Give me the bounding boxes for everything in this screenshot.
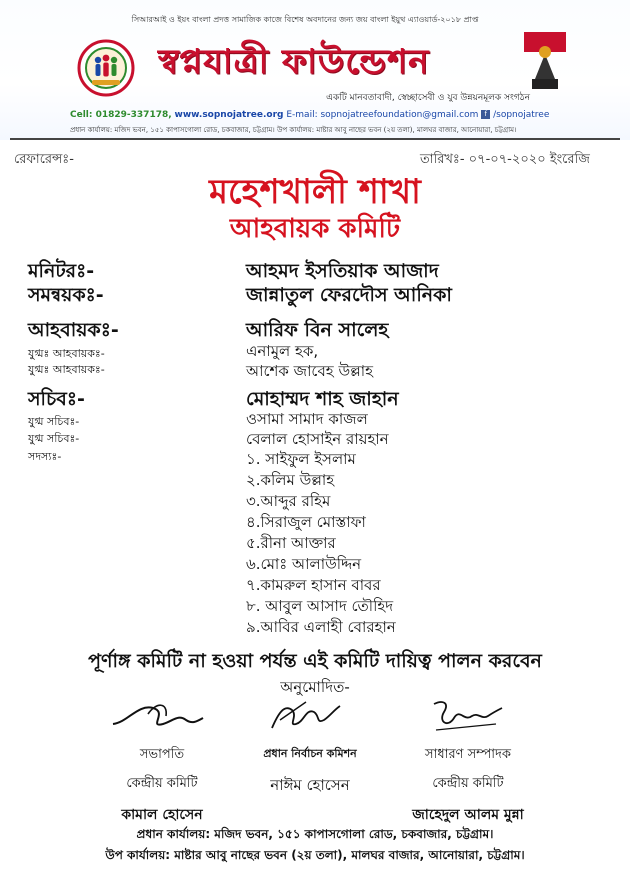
joint-convener-name: আশেক জাবেহ উল্লাহ <box>246 362 374 380</box>
signatory-name: কামাল হোসেন <box>121 807 203 823</box>
coordinator-name: জান্নাতুল ফেরদৌস আনিকা <box>246 284 452 306</box>
footer-head-office: প্রধান কার্যালয়: মজিদ ভবন, ১৫১ কাপাসগোলা রোড, চকবাজার, চট্টগ্রাম। <box>136 827 494 841</box>
joint-convener-label: যুগ্মঃ আহবায়কঃ- <box>28 347 105 360</box>
secretary-name: মোহাম্মদ শাহ জাহান <box>246 388 399 410</box>
facebook-handle[interactable]: /sopnojatree <box>493 110 550 120</box>
award-line: সিআরআই ও ইয়ং বাংলা প্রদত্ত সামাজিক কাজে বিশেষ অবদানের জন্য জয় বাংলা ইয়ুথ এ্যাওয়ার্ড-২০১৮ প্রাপ্ত <box>131 15 479 24</box>
signatory-name: নাঈম হোসেন <box>270 776 350 794</box>
joint-secretary-name: ওসামা সামাদ কাজল <box>246 410 368 428</box>
signature-president <box>108 694 208 736</box>
convener-name: আরিফ বিন সালেহ <box>246 319 389 341</box>
list-item: ৬.মোঃ আলাউদ্দিন <box>246 555 362 573</box>
list-item: ৮. আবুল আসাদ তৌহিদ <box>246 597 394 615</box>
joint-convener-label: যুগ্মঃ আহবায়কঃ- <box>28 363 105 376</box>
members-label: সদস্যঃ- <box>28 450 62 463</box>
approved-label: অনুমোদিত- <box>280 678 350 696</box>
signatory-unit: কেন্দ্রীয় কমিটি <box>126 776 198 791</box>
committee-title: আহবায়ক কমিটি <box>229 214 401 244</box>
facebook-icon: f <box>481 110 490 119</box>
foundation-logo <box>76 38 136 98</box>
signature-general-secretary <box>426 694 506 736</box>
signature-election-commission <box>266 694 346 736</box>
signatory-unit: কেন্দ্রীয় কমিটি <box>432 776 504 791</box>
convener-label: আহবায়কঃ- <box>28 319 119 341</box>
organization-name: স্বপ্নযাত্রী ফাউন্ডেশন <box>158 42 430 82</box>
letterhead-address: প্রধান কার্যালয়: মজিদ ভবন, ১৫১ কাপাসগোলা রোড, চকবাজার, চট্টগ্রাম। উপ কার্যালয়: মাষ্টার আবু নাছের ভবন (২য় তলা), মালঘর বাজার, আনোয়ারা, চট্টগ্রাম। <box>70 126 517 134</box>
committee-note: পূর্ণাঙ্গ কমিটি না হওয়া পর্যন্ত এই কমিটি দায়িত্ব পালন করবেন <box>88 650 542 672</box>
phone-number: Cell: 01829-337178, <box>70 110 172 120</box>
letterhead <box>0 0 630 140</box>
list-item: ২.কলিম উল্লাহ <box>246 471 335 489</box>
secretary-label: সচিবঃ- <box>28 388 85 410</box>
signatory-title: প্রধান নির্বাচন কমিশন <box>263 747 357 760</box>
footer-sub-office: উপ কার্যালয়: মাষ্টার আবু নাছের ভবন (২য় তলা), মালঘর বাজার, আনোয়ারা, চট্টগ্রাম। <box>105 848 525 862</box>
header-divider <box>10 138 620 140</box>
joint-secretary-label: যুগ্ম সচিবঃ- <box>28 432 80 445</box>
list-item: ৭.কামরুল হাসান বাবর <box>246 576 381 594</box>
list-item: ৪.সিরাজুল মোস্তাফা <box>246 513 366 531</box>
monitor-name: আহমদ ইসতিয়াক আজাদ <box>246 260 439 282</box>
monitor-label: মনিটরঃ- <box>28 260 95 282</box>
joint-secretary-label: যুগ্ম সচিবঃ- <box>28 415 80 428</box>
list-item: ১. সাইফুল ইসলাম <box>246 450 356 468</box>
member-list <box>246 449 396 638</box>
tagline: একটি মানবতাবাদী, স্বেচ্ছাসেবী ও যুব উন্নয়নমূলক সংগঠন <box>326 93 530 103</box>
award-trophy-icon <box>520 24 570 94</box>
signatory-name: জাহেদুল আলম মুন্না <box>412 807 524 823</box>
email-label: E-mail: <box>286 110 318 120</box>
signatory-title: সাধারণ সম্পাদক <box>425 747 511 762</box>
list-item: ৫.রীনা আক্তার <box>246 534 336 552</box>
branch-title: মহেশখালী শাখা <box>209 172 421 212</box>
date-text: তারিখঃ- ০৭-০৭-২০২০ ইংরেজি <box>420 152 590 167</box>
signatory-general-secretary <box>368 745 568 827</box>
signatory-title: সভাপতি <box>139 747 185 762</box>
reference-label: রেফারেন্সঃ- <box>14 152 74 167</box>
contact-line <box>70 110 580 120</box>
website-link[interactable]: www.sopnojatree.org <box>174 110 284 120</box>
email-link[interactable]: sopnojatreefoundation@gmail.com <box>320 110 479 120</box>
list-item: ৯.আবির এলাহী বোরহান <box>246 618 396 636</box>
joint-secretary-name: বেলাল হোসাইন রায়হান <box>246 430 389 448</box>
list-item: ৩.আব্দুর রহিম <box>246 492 331 510</box>
coordinator-label: সমন্বয়কঃ- <box>28 284 104 306</box>
joint-convener-name: এনামুল হক, <box>246 342 319 360</box>
